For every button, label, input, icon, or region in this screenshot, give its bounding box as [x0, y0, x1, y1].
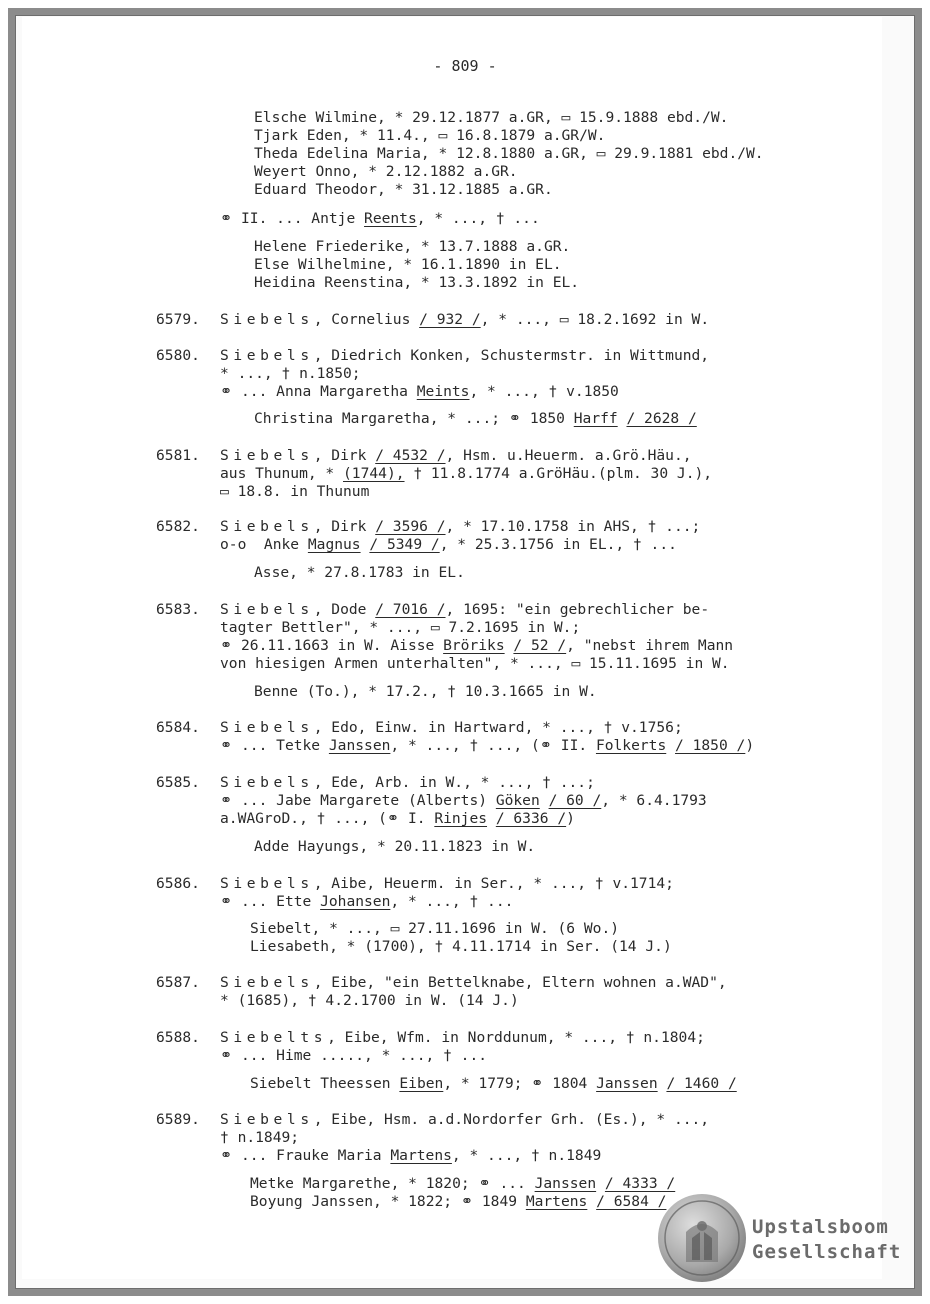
entry-number: 6583. [156, 601, 200, 618]
marriage-line: ⚭ 26.11.1663 in W. Aisse Bröriks / 52 /, "nebst ihrem Mann [220, 637, 734, 654]
entry-6580: Siebels, Diedrich Konken, Schustermstr. in Wittmund, [220, 347, 710, 364]
child-line: Helene Friederike, * 13.7.1888 a.GR. [254, 238, 571, 255]
entry-line: * (1685), † 4.2.1700 in W. (14 J.) [220, 992, 519, 1009]
entry-number: 6585. [156, 774, 200, 791]
entry-6585: Siebels, Ede, Arb. in W., * ..., † ...; [220, 774, 595, 791]
child-line: Benne (To.), * 17.2., † 10.3.1665 in W. [254, 683, 597, 700]
entry-line: † n.1849; [220, 1129, 300, 1146]
entry-number: 6586. [156, 875, 200, 892]
child-line: Adde Hayungs, * 20.11.1823 in W. [254, 838, 536, 855]
watermark-line1: Upstalsboom [752, 1216, 889, 1238]
entry-6579: Siebels, Cornelius / 932 /, * ..., ▭ 18.2.1692 in W. [220, 311, 710, 328]
page-number: - 809 - [433, 57, 497, 75]
child-line: Siebelt Theessen Eiben, * 1779; ⚭ 1804 Janssen / 1460 / [250, 1075, 737, 1092]
entry-number: 6582. [156, 518, 200, 535]
entry-number: 6581. [156, 447, 200, 464]
entry-6582: Siebels, Dirk / 3596 /, * 17.10.1758 in AHS, † ...; [220, 518, 701, 535]
child-line: Elsche Wilmine, * 29.12.1877 a.GR, ▭ 15.9.1888 ebd./W. [254, 109, 729, 126]
entry-6584: Siebels, Edo, Einw. in Hartward, * ..., † v.1756; [220, 719, 683, 736]
marriage-line: ⚭ ... Jabe Margarete (Alberts) Göken / 60 /, * 6.4.1793 [220, 792, 707, 809]
marriage-line: ⚭ ... Tetke Janssen, * ..., † ..., (⚭ II. Folkerts / 1850 /) [220, 737, 755, 754]
entry-line: ▭ 18.8. in Thunum [220, 483, 370, 500]
entry-6587: Siebels, Eibe, "ein Bettelknabe, Eltern wohnen a.WAD", [220, 974, 727, 991]
child-line: Boyung Janssen, * 1822; ⚭ 1849 Martens / 6584 / [250, 1193, 667, 1210]
marriage-line: o-o Anke Magnus / 5349 /, * 25.3.1756 in EL., † ... [220, 536, 677, 553]
marriage-line: ⚭ ... Frauke Maria Martens, * ..., † n.1849 [220, 1147, 602, 1164]
child-line: Metke Margarethe, * 1820; ⚭ ... Janssen / 4333 / [250, 1175, 676, 1192]
entry-6586: Siebels, Aibe, Heuerm. in Ser., * ..., † v.1714; [220, 875, 674, 892]
entry-line: aus Thunum, * (1744), † 11.8.1774 a.GröHäu.(plm. 30 J.), [220, 465, 713, 482]
child-line: Liesabeth, * (1700), † 4.11.1714 in Ser. (14 J.) [250, 938, 672, 955]
entry-6588: Siebelts, Eibe, Wfm. in Norddunum, * ..., † n.1804; [220, 1029, 705, 1046]
child-line: Siebelt, * ..., ▭ 27.11.1696 in W. (6 Wo.) [250, 920, 620, 937]
child-line: Eduard Theodor, * 31.12.1885 a.GR. [254, 181, 553, 198]
watermark-line2: Gesellschaft [752, 1241, 902, 1263]
marriage-line: ⚭ II. ... Antje Reents, * ..., † ... [220, 210, 540, 227]
child-line: Heidina Reenstina, * 13.3.1892 in EL. [254, 274, 580, 291]
entry-6589: Siebels, Eibe, Hsm. a.d.Nordorfer Grh. (Es.), * ..., [220, 1111, 710, 1128]
child-line: Theda Edelina Maria, * 12.8.1880 a.GR, ▭ 29.9.1881 ebd./W. [254, 145, 764, 162]
entry-line: von hiesigen Armen unterhalten", * ..., ▭ 15.11.1695 in W. [220, 655, 730, 672]
entry-number: 6588. [156, 1029, 200, 1046]
entry-line: a.WAGroD., † ..., (⚭ I. Rinjes / 6336 /) [220, 810, 575, 827]
entry-6581: Siebels, Dirk / 4532 /, Hsm. u.Heuerm. a.Grö.Häu., [220, 447, 692, 464]
marriage-line: ⚭ ... Anna Margaretha Meints, * ..., † v.1850 [220, 383, 619, 400]
entry-number: 6579. [156, 311, 200, 328]
marriage-line: ⚭ ... Hime ....., * ..., † ... [220, 1047, 488, 1064]
entry-line: * ..., † n.1850; [220, 365, 361, 382]
entry-number: 6589. [156, 1111, 200, 1128]
child-line: Tjark Eden, * 11.4., ▭ 16.8.1879 a.GR/W. [254, 127, 606, 144]
marriage-line: ⚭ ... Ette Johansen, * ..., † ... [220, 893, 514, 910]
entry-number: 6580. [156, 347, 200, 364]
seal-icon [656, 1192, 748, 1284]
child-line: Asse, * 27.8.1783 in EL. [254, 564, 465, 581]
entry-number: 6584. [156, 719, 200, 736]
child-line: Weyert Onno, * 2.12.1882 a.GR. [254, 163, 518, 180]
entry-6583: Siebels, Dode / 7016 /, 1695: "ein gebrechlicher be- [220, 601, 710, 618]
child-line: Christina Margaretha, * ...; ⚭ 1850 Harff / 2628 / [254, 410, 697, 427]
entry-number: 6587. [156, 974, 200, 991]
child-line: Else Wilhelmine, * 16.1.1890 in EL. [254, 256, 562, 273]
entry-line: tagter Bettler", * ..., ▭ 7.2.1695 in W.; [220, 619, 581, 636]
